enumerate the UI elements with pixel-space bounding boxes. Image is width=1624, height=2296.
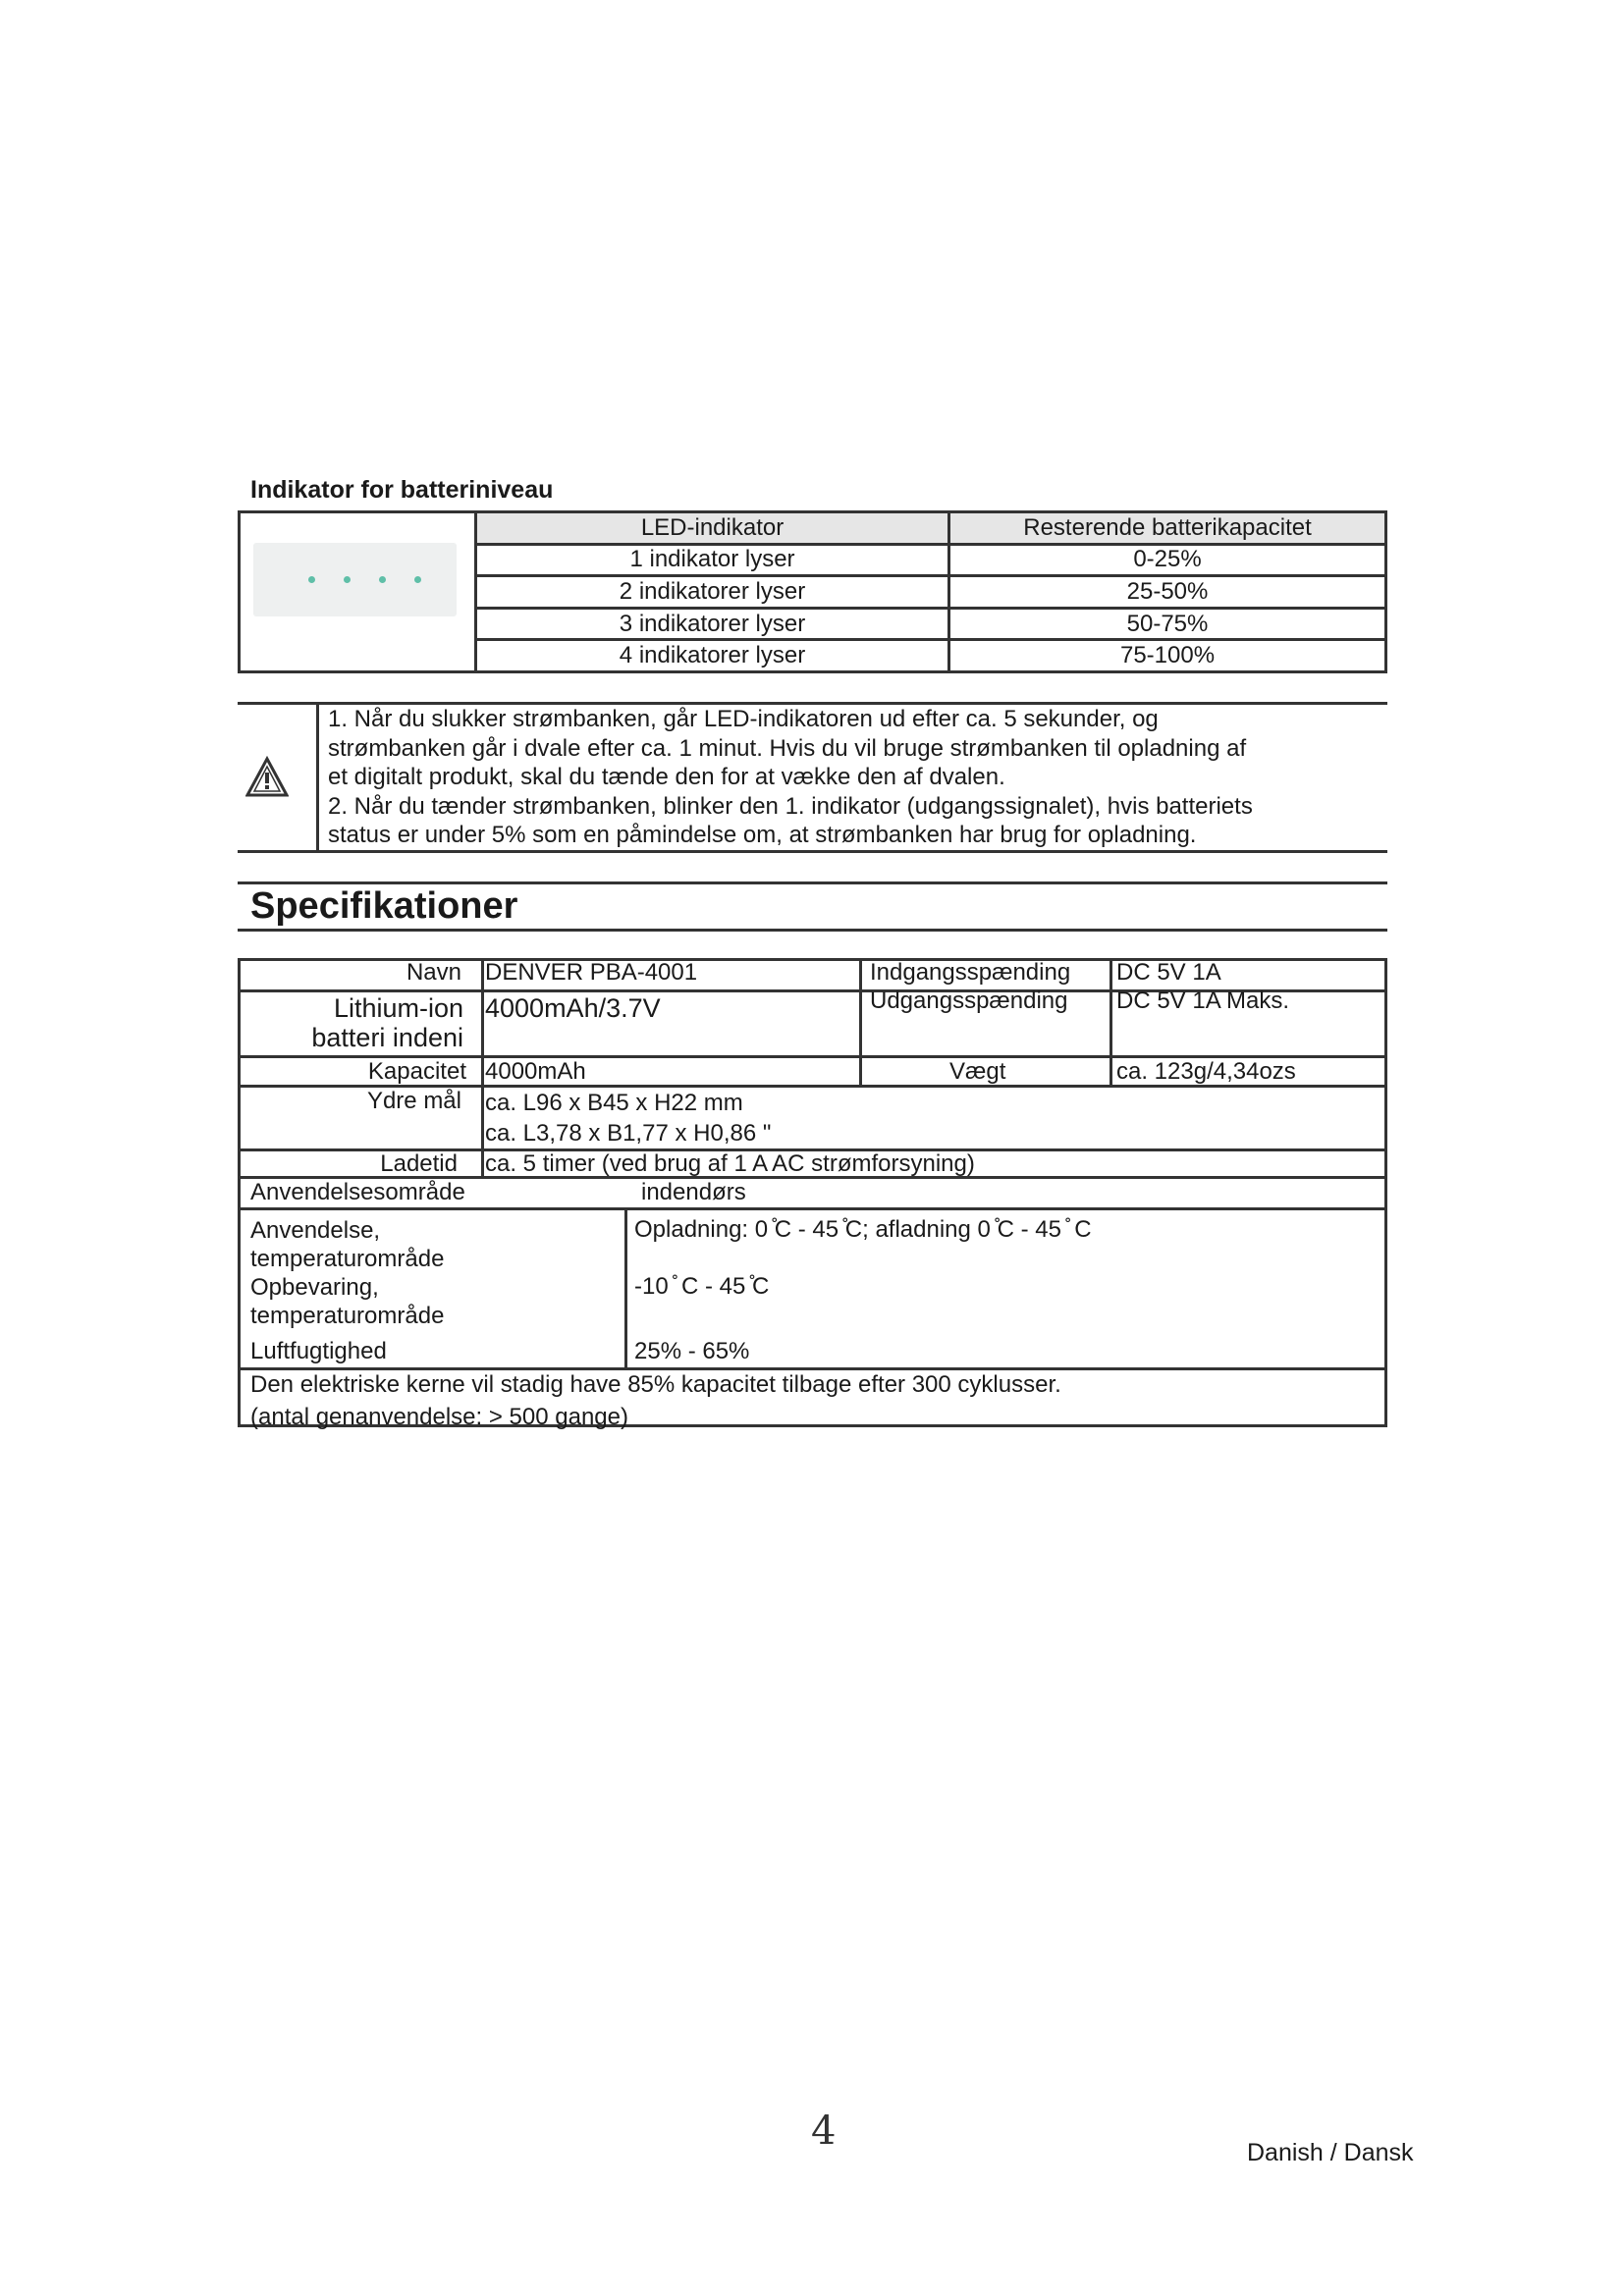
spec-col-divider xyxy=(859,958,862,1085)
spec-label-anvendelsesomraade: Anvendelsesområde xyxy=(250,1179,465,1205)
spec-label-navn: Navn xyxy=(406,959,461,986)
table-cell: 50-75% xyxy=(949,608,1386,640)
table-cell: 0-25% xyxy=(949,544,1386,576)
spec-label-battery-line: Lithium-ion xyxy=(333,993,463,1023)
spec-heading-bottom-rule xyxy=(238,929,1387,932)
battery-indicator-title: Indikator for batteriniveau xyxy=(250,476,554,504)
spec-value-opbevaring: -10 ̊ C - 45 ̊C xyxy=(634,1273,770,1300)
table-cell: 1 indikator lyser xyxy=(476,544,949,576)
spec-value-kapacitet: 4000mAh xyxy=(485,1058,586,1085)
table-header-cell: LED-indikator xyxy=(476,512,949,545)
led-dot-icon xyxy=(379,576,386,583)
spec-label-anvendelse-line: Anvendelse, xyxy=(250,1217,381,1244)
spec-label-ydre: Ydre mål xyxy=(366,1088,461,1114)
warning-text xyxy=(328,705,1383,850)
table-row xyxy=(476,544,1386,576)
spec-value-ydre-line: ca. L3,78 x B1,77 x H0,86 " xyxy=(485,1120,772,1147)
spec-value-ydre-line: ca. L96 x B45 x H22 mm xyxy=(485,1090,743,1116)
spec-value-battery: 4000mAh/3.7V xyxy=(485,993,661,1023)
spec-label-kapacitet: Kapacitet xyxy=(367,1058,466,1085)
spec-label-ladetid: Ladetid xyxy=(380,1150,458,1177)
warning-triangle-icon xyxy=(245,756,289,799)
led-indicator-image xyxy=(253,543,457,616)
battery-indicator-table xyxy=(474,510,1387,673)
spec-value-ydre xyxy=(485,1088,771,1148)
spec-label-battery xyxy=(245,993,463,1052)
spec-value-input: DC 5V 1A xyxy=(1116,959,1221,986)
warning-line: 1. Når du slukker strømbanken, går LED-indikatoren ud efter ca. 5 sekunder, og xyxy=(328,706,1159,732)
spec-note xyxy=(250,1368,1061,1433)
warning-separator xyxy=(316,702,319,853)
table-row xyxy=(476,640,1386,672)
spec-label-luftfugtighed: Luftfugtighed xyxy=(250,1338,387,1364)
spec-label-opbevaring-line: Opbevaring, xyxy=(250,1274,379,1301)
table-cell: 3 indikatorer lyser xyxy=(476,608,949,640)
table-cell: 2 indikatorer lyser xyxy=(476,576,949,609)
table-cell: 75-100% xyxy=(949,640,1386,672)
spec-note-line: Den elektriske kerne vil stadig have 85% kapacitet tilbage efter 300 cyklusser. xyxy=(250,1371,1061,1398)
spec-value-anvendelsesomraade: indendørs xyxy=(641,1179,746,1205)
spec-value-ladetid: ca. 5 timer (ved brug af 1 A AC strømforsyning) xyxy=(485,1150,975,1177)
spec-label-vaegt: Vægt xyxy=(949,1058,1006,1085)
table-row xyxy=(476,576,1386,609)
spec-label-input: Indgangsspænding xyxy=(870,959,1071,986)
spec-value-output: DC 5V 1A Maks. xyxy=(1116,988,1290,1014)
spec-col-divider xyxy=(481,958,484,1176)
warning-line: strømbanken går i dvale efter ca. 1 minut. Hvis du vil bruge strømbanken til opladning af xyxy=(328,734,1247,762)
warning-line: status er under 5% som en påmindelse om, at strømbanken har brug for opladning. xyxy=(328,822,1197,848)
table-row xyxy=(476,608,1386,640)
led-dot-icon xyxy=(414,576,421,583)
warning-bottom-border xyxy=(238,850,1387,853)
page-number: 4 xyxy=(811,2109,837,2154)
spec-value-vaegt: ca. 123g/4,34ozs xyxy=(1116,1058,1296,1085)
language-label: Danish / Dansk xyxy=(1247,2139,1414,2166)
spec-value-anvendelse: Opladning: 0 ̊C - 45 ̊C; afladning 0 ̊C - 45 ̊ C xyxy=(634,1216,1092,1243)
spec-label-anvendelse-line: temperaturområde xyxy=(250,1246,445,1272)
led-dot-icon xyxy=(344,576,351,583)
spec-label-opbevaring xyxy=(250,1273,444,1330)
spec-label-anvendelse xyxy=(250,1216,444,1273)
spec-label-battery-line: batteri indeni xyxy=(311,1023,463,1052)
spec-label-opbevaring-line: temperaturområde xyxy=(250,1303,445,1329)
spec-col-divider xyxy=(624,1207,627,1367)
warning-line: et digitalt produkt, skal du tænde den for at vække den af dvalen. xyxy=(328,764,1005,790)
spec-value-navn: DENVER PBA-4001 xyxy=(485,959,698,986)
spec-value-luftfugtighed: 25% - 65% xyxy=(634,1338,750,1364)
table-cell: 4 indikatorer lyser xyxy=(476,640,949,672)
led-dot-icon xyxy=(308,576,315,583)
table-cell: 25-50% xyxy=(949,576,1386,609)
table-header-cell: Resterende batterikapacitet xyxy=(949,512,1386,545)
spec-title: Specifikationer xyxy=(250,885,518,927)
spec-col-divider xyxy=(1110,958,1112,1085)
spec-label-output: Udgangsspænding xyxy=(870,988,1068,1014)
table-header-row xyxy=(476,512,1386,545)
spec-heading-top-rule xyxy=(238,881,1387,884)
spec-note-line: (antal genanvendelse: > 500 gange) xyxy=(250,1404,628,1430)
warning-line: 2. Når du tænder strømbanken, blinker den 1. indikator (udgangssignalet), hvis batteriets xyxy=(328,792,1253,820)
spec-row-divider xyxy=(238,1207,1387,1210)
